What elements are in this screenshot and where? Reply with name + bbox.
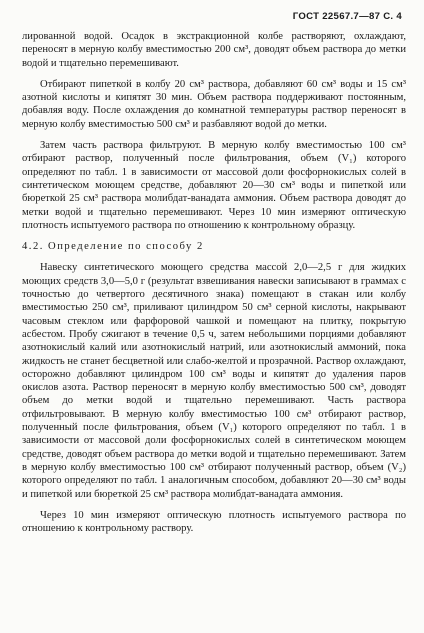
paragraph-final: Через 10 мин измеряют оптическую плотность испытуемого раствора по отношению к контрольному раствору.: [22, 509, 406, 535]
paragraph-pipette: Отбирают пипеткой в колбу 20 см³ раствора, добавляют 60 см³ воды и 15 см³ азотной кислоты и кипятят 30 мин. Объем раствора поддерживают постоянным, добавляя воду. После охлаждения до комнатной температуры раствор переносят в мерную колбу вместимостью 500 см³ и разбавляют водой до метки.: [22, 78, 406, 130]
paragraph-filtration: Затем часть раствора фильтруют. В мерную колбу вместимостью 100 см³ отбирают раствор, полученный после фильтрования, объем (V₁) которого определяют по табл. 1 в зависимости от массовой доли фосфорнокислых солей в синтетическом моющем средстве, добавляют 20—30 см³ воды и пипеткой или бюреткой 25 см³ раствора молибдат-ванадата аммония. Объем раствора доводят до метки водой и тщательно перемешивают. Через 10 мин измеряют оптическую плотность испытуемого раствора по отношению к контрольному образцу.: [22, 140, 406, 231]
paragraph-method-2: Навеску синтетического моющего средства массой 2,0—2,5 г для жидких моющих средств 3,0—5,0 г (результат взвешивания навески записывают в граммах с точностью до четвертого десятичного знака) помещают в стакан или колбу вместимостью 250 см³, приливают цилиндром 50 см³ серной кислоты, накрывают часовым стеклом или фарфоровой чашкой и помещают на плитку, покрытую асбестом. Пробу сжигают в течение 0,5 ч, затем небольшими порциями добавляют азотнокислый калий или азотнокислый натрий, или азотнокислый аммоний, пока жидкость не станет бесцветной или слабо-желтой и прозрачной. Раствор охлаждают, осторожно добавляют цилиндром 100 см³ воды и кипятят до удаления паров окислов азота. Раствор переносят в мерную колбу вместимостью 500 см³, доводят объем до метки водой и тщательно перемешивают. Часть раствора отфильтровывают. В мерную колбу вместимостью 100 см³ отбирают раствор, полученный после фильтрования, объем (V₁) которого определяют по табл. 1 в зависимости от массовой доли фосфорнокислых солей в синтетическом моющем средстве, доводят объем раствора до метки водой и тщательно перемешивают. Затем в мерную колбу вместимостью 100 см³ отбирают полученный раствор, объем (V₂) которого определяют по табл. 1 аналогичным способом, добавляют 20—30 см³ воды и пипеткой или бюреткой 25 см³ раствора молибдат-ванадата аммония.: [22, 262, 406, 500]
paragraph-continued: лированной водой. Осадок в экстракционной колбе растворяют, охлаждают, переносят в мерную колбу вместимостью 200 см³, доводят объем раствора до метки водой и тщательно перемешивают.: [22, 31, 406, 69]
page-header: ГОСТ 22567.7—87 С. 4: [292, 11, 402, 22]
section-heading: 4.2. Определение по способу 2: [22, 241, 204, 253]
document-body: [22, 30, 406, 535]
